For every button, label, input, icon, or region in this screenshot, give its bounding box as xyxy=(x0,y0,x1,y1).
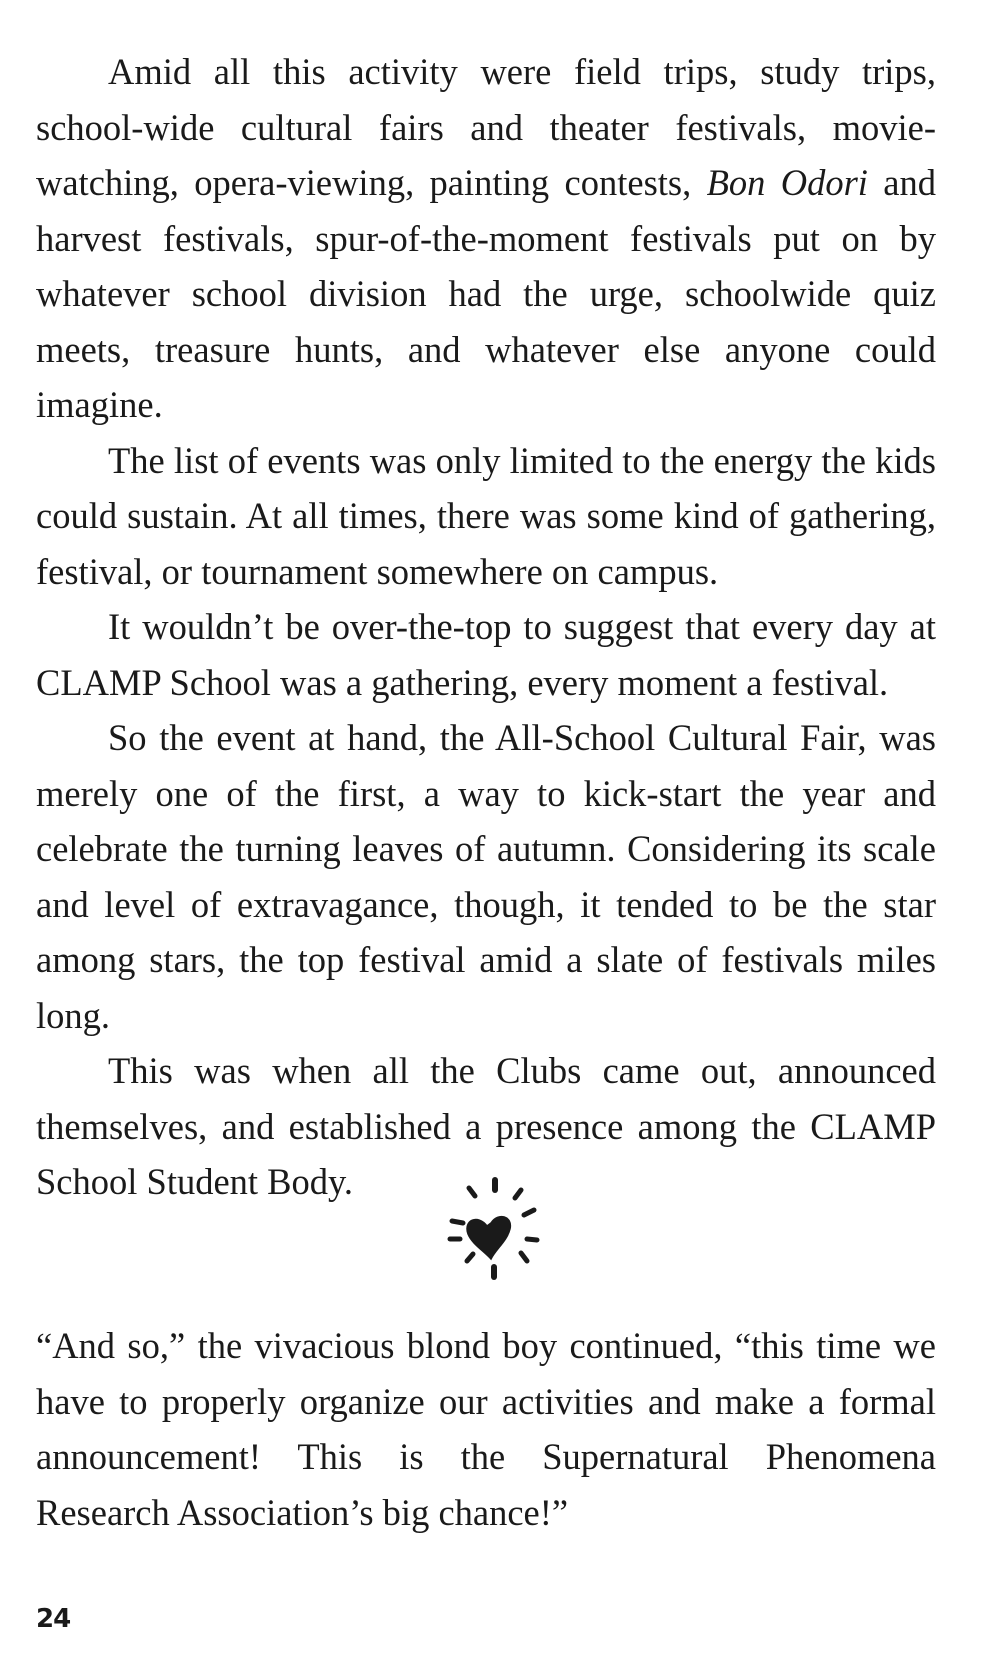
paragraph-1-start: Amid all this activity were field trips, study trips, school-wide cultural fairs and theater festivals, movie-watching, opera-viewing, painting contests, xyxy=(36,51,936,203)
paragraph-1-end: and harvest festivals, spur-of-the-moment festivals put on by whatever school division had the urge, schoolwide quiz meets, treasure hunts, and whatever else anyone could imagine. xyxy=(36,162,937,425)
paragraph-3: It wouldn’t be over-the-top to suggest that every day at CLAMP School was a gathering, every moment a festival. xyxy=(36,606,936,703)
bon-odori-italic: Bon Odori xyxy=(706,162,868,203)
page-number: 24 xyxy=(36,1604,71,1634)
paragraph-2: The list of events was only limited to the energy the kids could sustain. At all times, there was some kind of gathering, festival, or tournament somewhere on campus. xyxy=(36,439,936,592)
body-text xyxy=(36,44,936,1210)
paragraph-1 xyxy=(36,44,936,433)
paragraph-6: “And so,” the vivacious blond boy continued, “this time we have to properly organize our activities and make a formal announcement! This is the Supernatural Phenomena Research Association’s big chance!” xyxy=(36,1325,936,1533)
heart-burst-icon xyxy=(432,1170,558,1288)
dialogue-text xyxy=(36,1318,936,1540)
paragraph-5: This was when all the Clubs came out, announced themselves, and established a presence among the CLAMP School Student Body. xyxy=(36,1050,936,1202)
paragraph-4: So the event at hand, the All-School Cultural Fair, was merely one of the first, a way to kick-start the year and celebrate the turning leaves of autumn. Considering its scale and level of extravagance, though, it tended to be the star among stars, the top festival amid a slate of festivals miles long. xyxy=(36,717,936,1036)
